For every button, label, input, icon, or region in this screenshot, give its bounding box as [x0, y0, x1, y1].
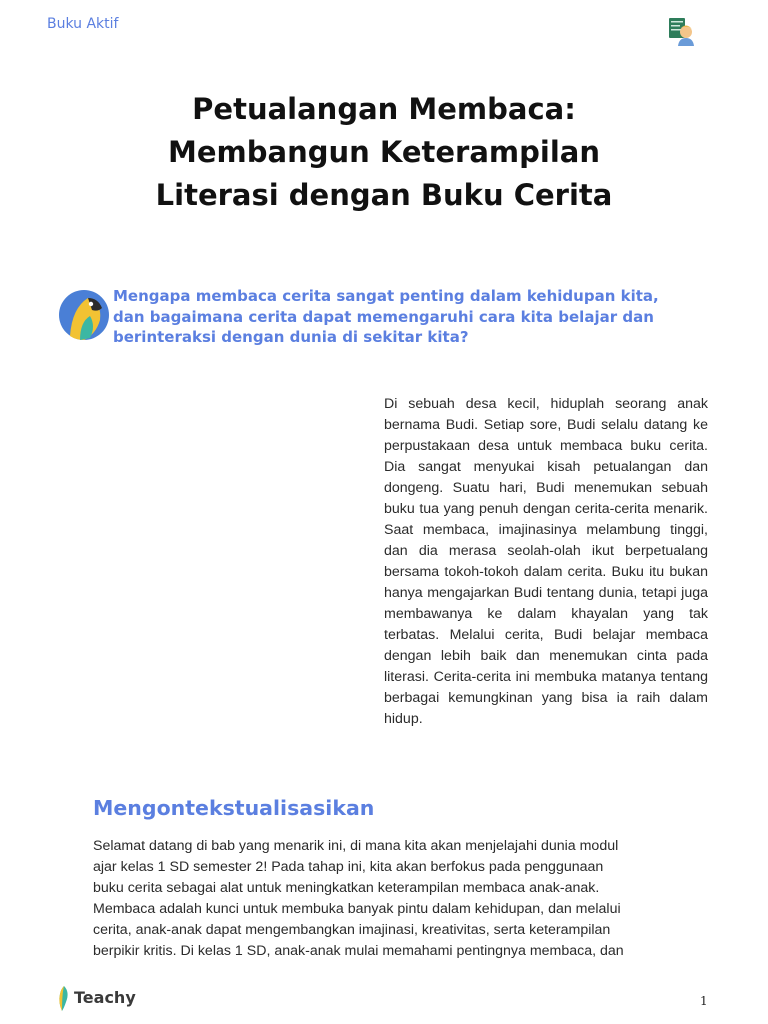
callout-question: Mengapa membaca cerita sangat penting dalam kehidupan kita, dan bagaimana cerita dapat memengaruhi cara kita belajar dan berinteraksi dengan dunia di sekitar kita? — [113, 287, 659, 346]
section-heading: Mengontekstualisasikan — [93, 796, 375, 820]
page-number: 1 — [700, 994, 708, 1008]
intro-paragraph — [93, 836, 683, 962]
page-title: Petualangan Membaca: Membangun Keterampilan Literasi dengan Buku Cerita — [155, 92, 613, 212]
teachy-leaf-icon — [56, 984, 72, 1012]
intro-line: ajar kelas 1 SD semester 2! Pada tahap ini, kita akan berfokus pada penggunaan — [93, 859, 604, 875]
story-paragraph: Di sebuah desa kecil, hiduplah seorang anak bernama Budi. Setiap sore, Budi selalu datang ke perpustakaan desa untuk membaca buku cerita. Dia sangat menyukai kisah petualangan dan dongeng. Suatu hari, Budi menemukan sebuah buku tua yang penuh dengan cerita-cerita menarik. Saat membaca, imajinasinya melambung tinggi, dan dia merasa seolah-olah ikut berpetualang bersama tokoh-tokoh dalam cerita. Buku itu bukan hanya mengajarkan Budi tentang dunia, tetapi juga membawanya ke dalam khayalan yang tak terbatas. Melalui cerita, Budi belajar membaca dengan lebih baik dan menemukan cinta pada literasi. Cerita-cerita ini membuka matanya tentang berbagai kemungkinan yang bisa ia raih dalam hidup. — [384, 396, 708, 727]
intro-line: cerita, anak-anak dapat mengembangkan imajinasi, kreativitas, serta keterampilan — [93, 922, 611, 938]
brand-name: Teachy — [74, 988, 136, 1007]
teacher-icon — [667, 16, 697, 46]
intro-line: buku cerita sebagai alat untuk meningkatkan keterampilan membaca anak-anak. — [93, 880, 600, 896]
intro-line: Membaca adalah kunci untuk membuka banyak pintu dalam kehidupan, dan melalui — [93, 901, 621, 917]
book-label: Buku Aktif — [47, 16, 119, 32]
intro-line: berpikir kritis. Di kelas 1 SD, anak-anak mulai memahami pentingnya membaca, dan — [93, 943, 624, 959]
parrot-icon — [58, 286, 110, 344]
intro-line: Selamat datang di bab yang menarik ini, di mana kita akan menjelajahi dunia modul — [93, 838, 619, 854]
